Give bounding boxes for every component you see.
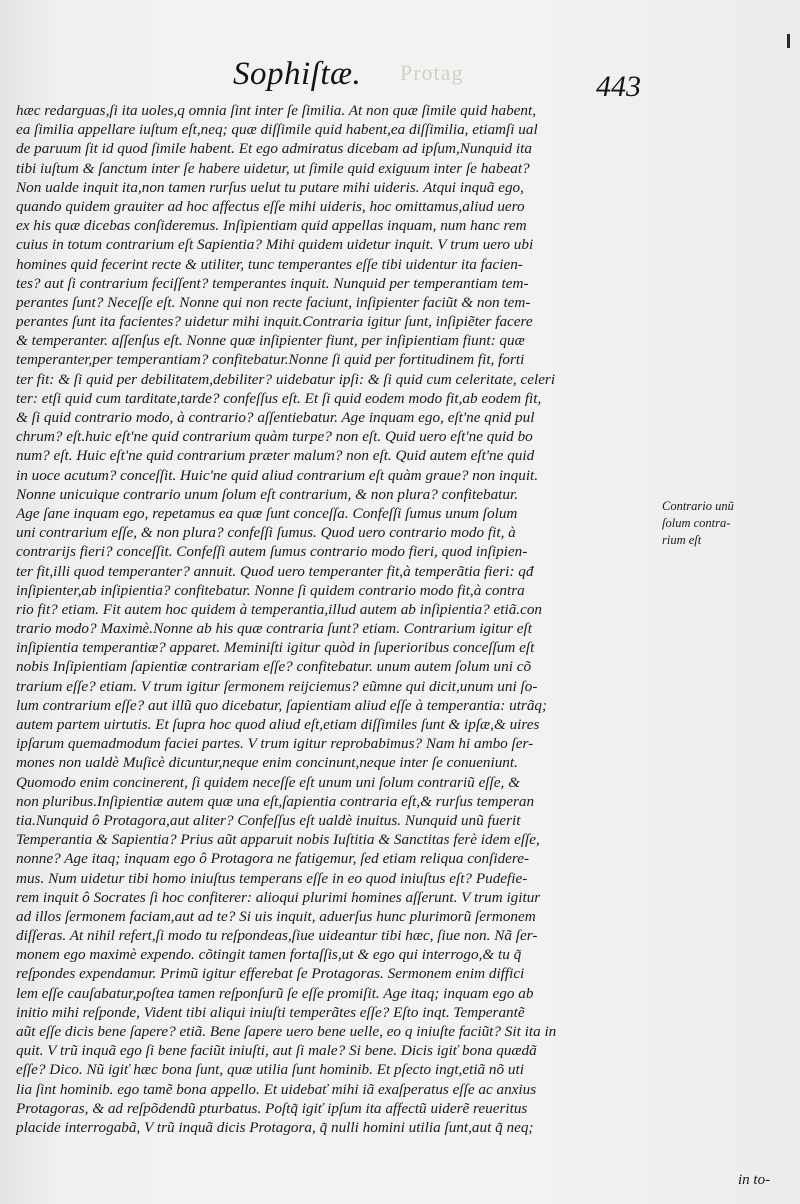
text-line: trario modo? Maximè.Nonne ab his quæ contraria ſunt? etiam. Contrarium igitur eſt	[16, 620, 532, 638]
text-line: ter fit,illi quod temperanter? annuit. Quod uero temperanter fit,à temperãtia fieri: qđ	[16, 562, 534, 580]
catchword: in to-	[738, 1172, 771, 1188]
text-line: inſipienter,ab inſipientia? confitebatur. Nonne ſi quidem contrario modo fit,à contra	[16, 581, 525, 599]
text-line: & ſi quid contrario modo, à contrario? aſſentiebatur. Age inquam ego, eſt'ne qnid pul	[16, 409, 535, 426]
text-line: homines quid fecerint recte & utiliter, tunc temperantes eſſe tibi uidentur ita facien-	[16, 255, 523, 273]
text-line: hæc redarguas,ſi ita uoles,q omnia ſint inter ſe ſimilia. At non quæ ſimile quid habent,	[16, 102, 537, 119]
text-line: quando quidem grauiter ad hoc affectus eſſe mihi uideris, hoc omittamus,aliud uero	[16, 197, 525, 215]
text-line: reſpondes expendamur. Primũ igitur efferebat ſe Protagoras. Sermonem enim diffici	[16, 965, 525, 983]
text-line: diſſeras. At nihil refert,ſi modo tu reſpondeas,ſiue uideantur tibi hæc, ſiue non. Nã ſer-	[16, 927, 538, 945]
text-line: non pluribus.Inſipientiæ autem quæ una eſt,ſapientia contraria eſt,& rurſus temperan	[16, 792, 535, 810]
text-line: placide interrogabã, V trũ inquã dicis Protagora, q̃ nulli homini utilia ſunt,aut q̃ neq;	[16, 1118, 534, 1136]
text-line: Quomodo enim concinerent, ſi quidem neceſſe eſt unum uni ſolum contrariũ eſſe, &	[16, 773, 520, 791]
text-line: chrum? eſt.huic eſt'ne quid contrarium quàm turpe? non eſt. Quid uero eſt'ne quid bo	[16, 428, 533, 446]
text-line: autem partem uirtutis. Et ſupra hoc quod aliud eſt,etiam diſſimiles ſunt & ipſæ,& uires	[16, 716, 540, 733]
text-line: de paruum ſit id quod ſimile habent. Et ego admiratus dicebam ad ipſum,Nunquid ita	[16, 140, 532, 158]
text-line: tes? aut ſi contrarium feciſſent? temperantes inquit. Nunquid per temperantiam tem-	[16, 274, 529, 292]
text-line: nobis Inſipientiam ſapientiæ contrariam eſſe? confitebatur. unum autem ſolum uni cõ	[16, 658, 532, 676]
text-line: quit. V trũ inquã ego ſi bene faciũt iniuſti, aut ſi male? Si bene. Dicis igiť bona quædã	[16, 1042, 537, 1060]
text-line: initio mihi reſponde, Vident tibi aliqui iniuſti temperãtes eſſe? Eſto inqt. Temperantẽ	[16, 1003, 525, 1021]
main-text-block	[16, 101, 658, 1137]
text-line: eſſe? Dico. Nũ igiť hæc bona ſunt, quæ utilia ſunt hominib. Et pſecto ingt,etiã nõ uti	[16, 1061, 524, 1079]
text-line: mones non ualdè Muſicè dicuntur,neque enim concinunt,neque inter ſe conueniunt.	[16, 754, 518, 772]
text-line: aũt eſſe dicis bene ſapere? etiã. Bene ſapere uero bene uelle, eo q iniuſte faciũt? Sit ita in	[16, 1023, 557, 1040]
text-line: ter: etſi quid cum tarditate,tarde? confeſſus eſt. Et ſi quid eodem modo fit,ab eodem fit,	[16, 389, 542, 407]
text-line: tia.Nunquid ô Protagora,aut aliter? Confeſſus eſt ualdè inuitus. Nunquid unũ fuerit	[16, 811, 521, 829]
text-line: Temperantia & Sapientia? Prius aũt apparuit nobis Iuſtitia & Sanctitas ferè idem eſſe,	[16, 831, 540, 849]
text-line: ea ſimilia appellare iuſtum eſt,neq; quæ diſſimile quid habent,ea diſſimilia, etiamſi ual	[16, 121, 538, 139]
text-line: num? eſt. Huic eſt'ne quid contrarium præter malum? non eſt. Quid autem eſt'ne quid	[16, 447, 535, 465]
marginal-note-line: Contrario unũ	[662, 499, 734, 513]
marginal-note	[662, 498, 782, 549]
text-line: contrarijs fieri? conceſſit. Confeſſi autem ſumus contrario modo fieri, quod inſipien-	[16, 543, 528, 561]
marginal-note-line: ſolum contra-	[662, 516, 731, 530]
text-line: perantes ſunt ita facientes? uidetur mihi inquit.Contraria igitur ſunt, inſipiẽter facere	[16, 313, 533, 331]
text-line: lum contrarium eſſe? aut illũ quo dicebatur, ſapientiam aliud eſſe à temperantia: utrãq;	[16, 696, 548, 714]
running-title: Sophiſtæ.	[233, 56, 362, 92]
text-line: ipſarum quemadmodum faciei partes. V trum igitur reprobabimus? Nam hi ambo ſer-	[16, 735, 534, 753]
page-edge-mark	[787, 34, 790, 48]
text-line: monem ego maximè expendo. cõtingit tamen fortaſſis,ut & ego qui interrogo,& tu q̃	[16, 946, 522, 964]
text-line: rem inquit ô Socrates ſi hoc confiterer: alioqui plurimi homines aſſerunt. V trum igitur	[16, 888, 541, 906]
text-line: lia ſint hominib. ego tamẽ bona appello. Et uidebať mihi iã exaſperatus eſſe ac anxius	[16, 1080, 537, 1098]
text-line: ad illos ſermonem faciam,aut ad te? Si uis inquit, aduerſus hunc plurimorũ ſermonem	[16, 907, 536, 925]
text-line: Protagoras, & ad reſpõdendũ pturbatus. Poſtq̃ igiť ipſum ita affectũ uiderẽ reueritus	[16, 1099, 528, 1117]
text-line: Age ſane inquam ego, repetamus ea quæ ſunt conceſſa. Confeſſi ſumus unum ſolum	[16, 504, 518, 522]
text-line: cuius in totum contrarium eſt Sapientia? Mihi quidem uidetur inquit. V trum uero ubi	[16, 236, 534, 254]
text-line: ex his quæ dicebas conſideremus. Inſipientiam quid appellas inquam, num hanc rem	[16, 217, 527, 235]
bleed-through-text: Protag	[400, 60, 464, 85]
text-line: temperanter,per temperantiam? confitebatur.Nonne ſi quid per fortitudinem fit, forti	[16, 351, 525, 369]
text-line: Nonne unicuique contrario unum ſolum eſt contrarium, & non plura? confitebatur.	[16, 485, 519, 503]
text-line: ter fit: & ſi quid per debilitatem,debiliter? uidebatur ipſi: & ſi quid cum celeritate, celeri	[16, 370, 556, 388]
text-line: uni contrarium eſſe, & non plura? confeſſi ſumus. Quod uero contrario modo fit, à	[16, 524, 516, 542]
page-number: 443	[596, 70, 641, 103]
text-line: tibi iuſtum & ſanctum inter ſe habere uidetur, ut ſimile quid exiguum inter ſe habeat?	[16, 159, 530, 177]
text-line: perantes ſunt? Neceſſe eſt. Nonne qui non recte faciunt, inſipienter faciũt & non tem-	[16, 293, 531, 311]
marginal-note-line: rium eſt	[662, 533, 702, 547]
text-line: trarium eſſe? etiam. V trum igitur ſermonem reijciemus? eũmne qui dicit,unum uni ſo-	[16, 677, 538, 695]
text-line: lem eſſe cauſabatur,poſtea tamen reſponſurũ ſe eſſe promiſit. Age itaq; inquam ego ab	[16, 984, 534, 1002]
text-line: inſipientia temperantiæ? apparet. Meminiſti igitur quòd in ſuperioribus conceſſum eſt	[16, 639, 535, 657]
text-line: Non ualde inquit ita,non tamen rurſus uelut tu putare mihi uideris. Atqui inquã ego,	[16, 178, 524, 196]
text-line: & temperanter. aſſenſus eſt. Nonne quæ inſipienter fiunt, per inſipientiam fiunt: quæ	[16, 332, 525, 350]
text-line: in uoce acutum? conceſſit. Huic'ne quid aliud contrarium eſt quàm graue? non inquit.	[16, 466, 539, 484]
text-line: rio fit? etiam. Fit autem hoc quidem à temperantia,illud autem ab inſipientia? etiã.con	[16, 600, 543, 618]
text-line: nonne? Age itaq; inquam ego ô Protagora ne fatigemur, ſed etiam reliqua conſidere-	[16, 850, 530, 868]
text-line: mus. Num uidetur tibi homo iniuſtus temperans eſſe in eo quod iniuſtus eſt? Pudefie-	[16, 869, 528, 887]
